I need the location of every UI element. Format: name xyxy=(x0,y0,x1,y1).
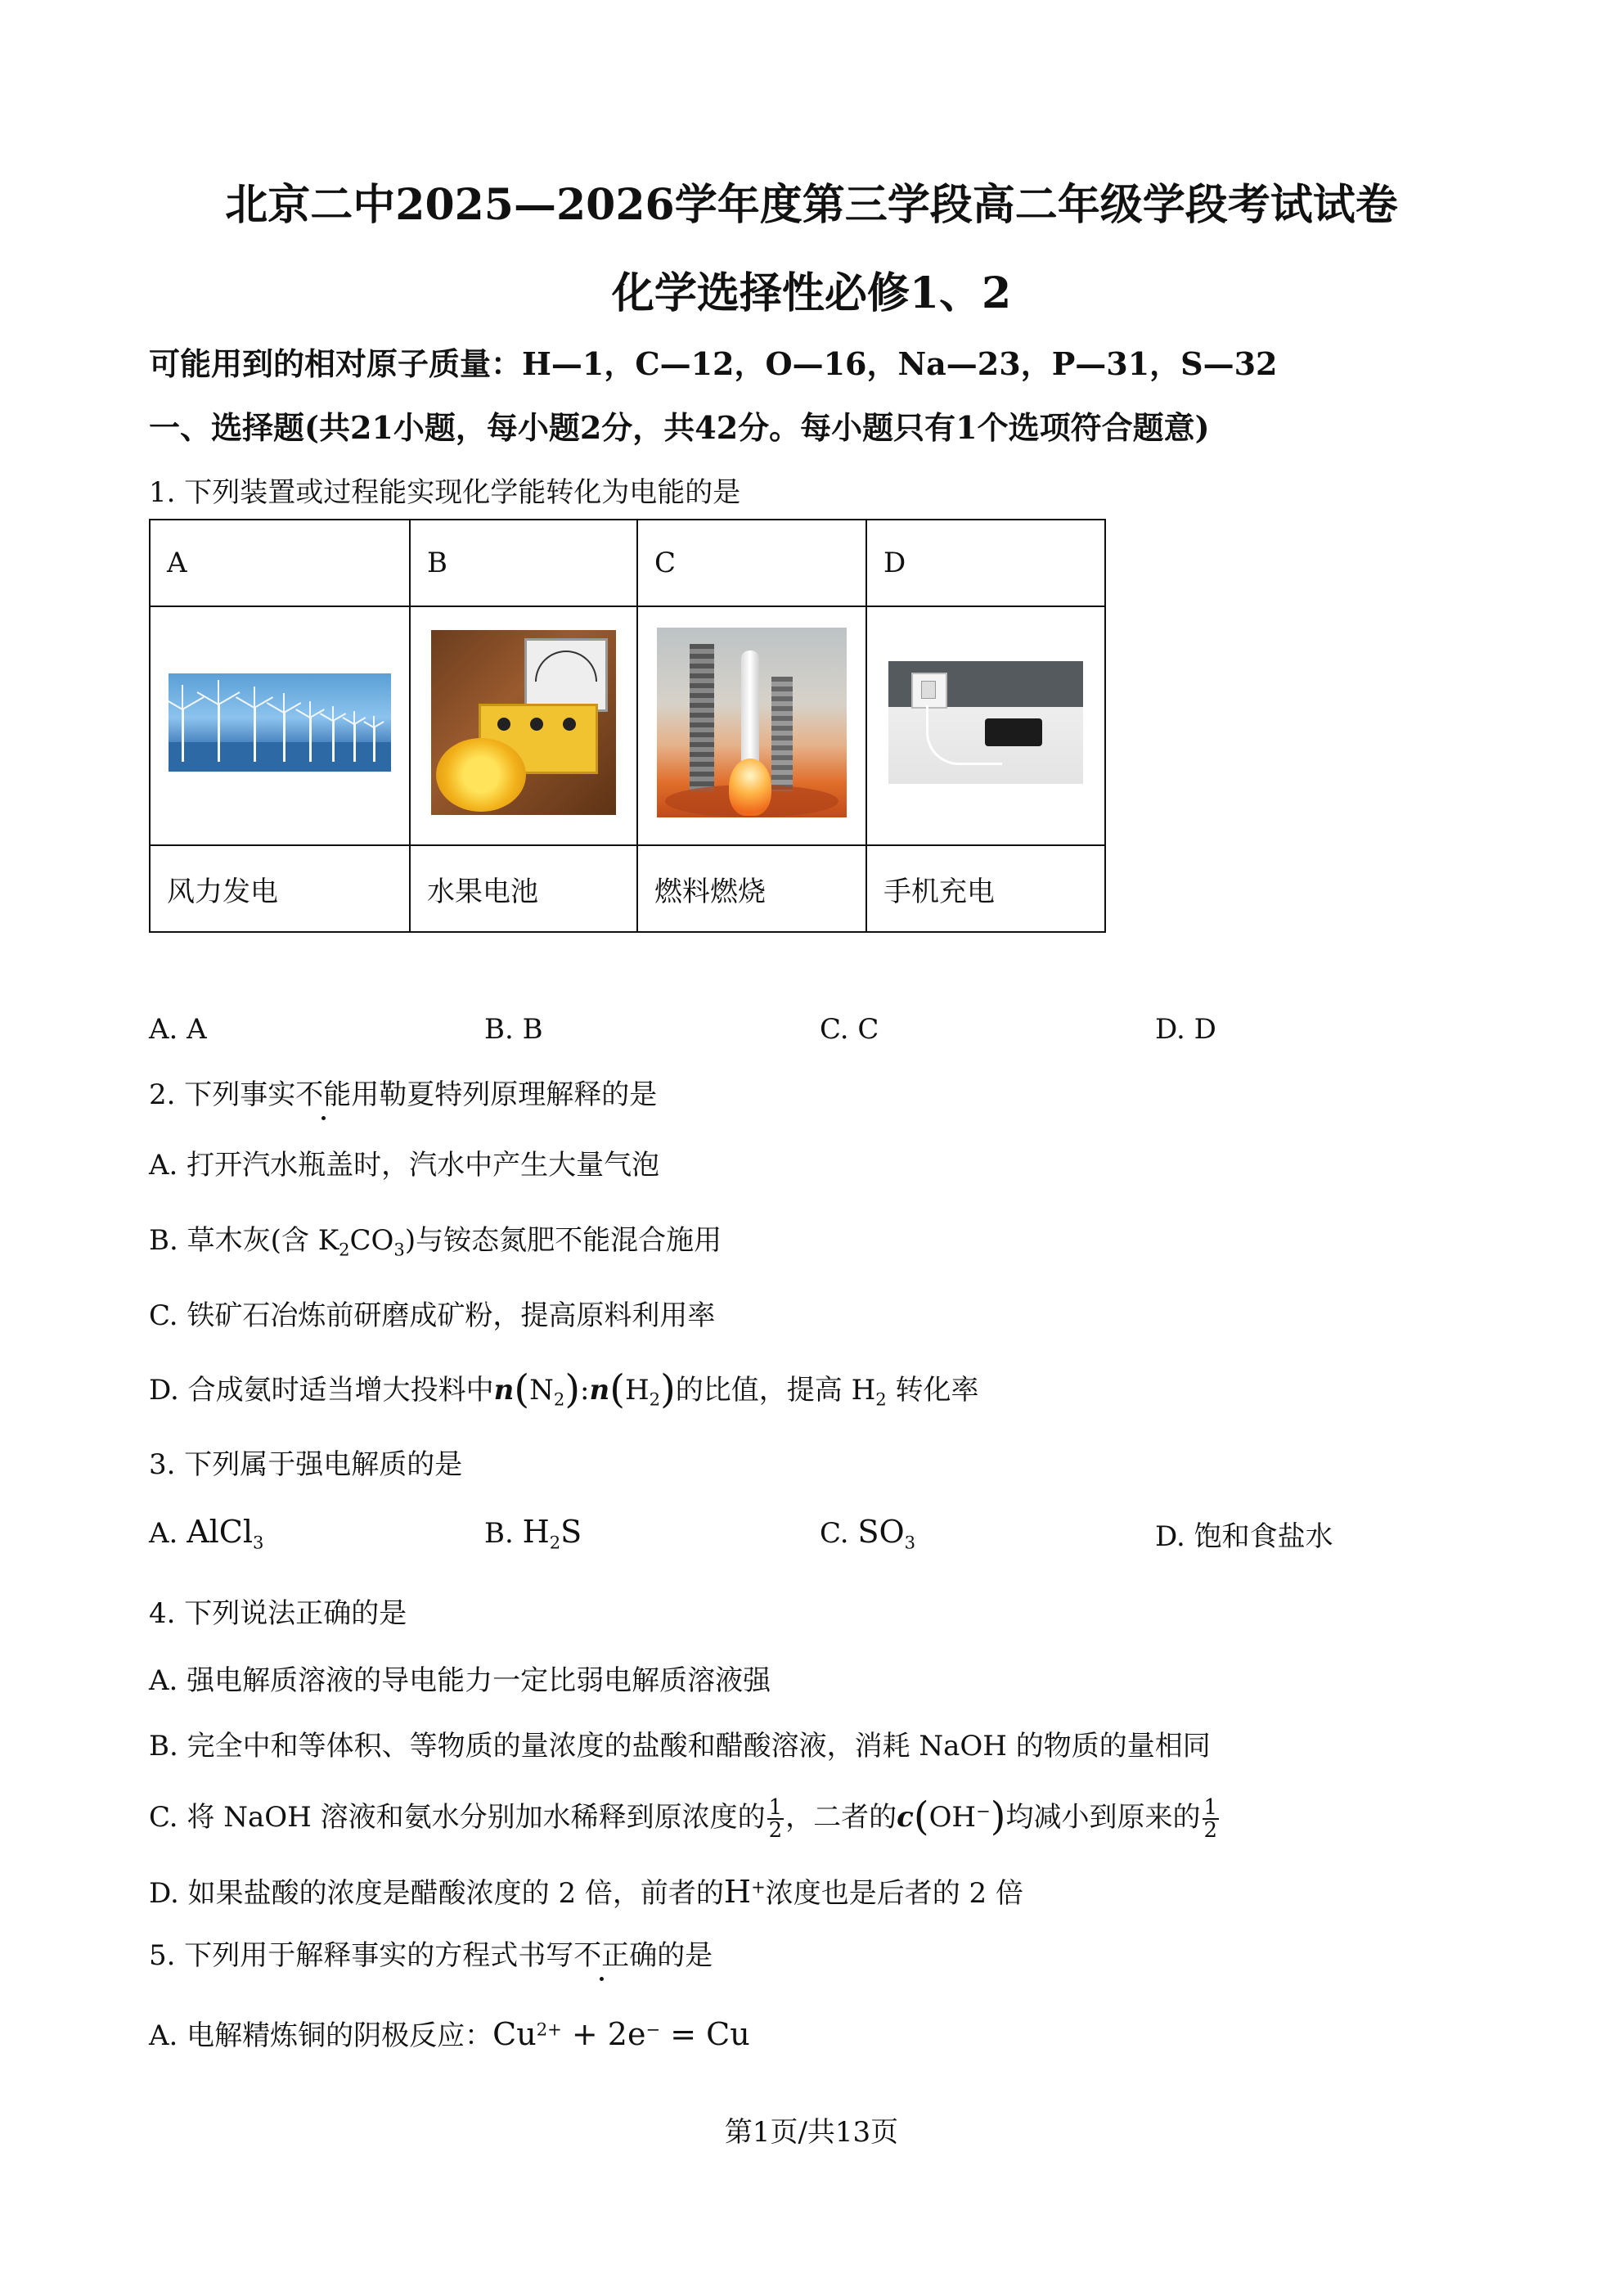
q1-image-cell-d xyxy=(866,606,1105,845)
q2-option-c: C. 铁矿石冶炼前研磨成矿粉，提高原料利用率 xyxy=(149,1299,716,1332)
q5-option-a: A. 电解精炼铜的阴极反应：$Cu^{2+} + 2e^- = Cu$ xyxy=(149,2016,750,2052)
wind-turbines-image xyxy=(169,673,391,772)
q1-image-cell-c xyxy=(637,606,866,845)
q1-header-c: C xyxy=(637,520,866,606)
q3-option-d: D. 饱和食盐水 xyxy=(1155,1520,1333,1553)
q1-caption-b: 水果电池 xyxy=(410,845,637,932)
q1-option-b: B. B xyxy=(484,1013,543,1046)
q1-caption-a: 风力发电 xyxy=(150,845,410,932)
q1-option-d: D. D xyxy=(1155,1013,1216,1046)
q1-header-a: A xyxy=(150,520,410,606)
q1-stem: 1. 下列装置或过程能实现化学能转化为电能的是 xyxy=(149,476,741,509)
q2-option-a: A. 打开汽水瓶盖时，汽水中产生大量气泡 xyxy=(149,1149,660,1182)
q3-option-a: A. AlCl$_3$ xyxy=(149,1514,264,1553)
atomic-masses: 可能用到的相对原子质量：H—1，C—12，O—16，Na—23，P—31，S—32 xyxy=(149,345,1278,382)
q1-image-cell-a xyxy=(150,606,410,845)
q4-option-d: D. 如果盐酸的浓度是醋酸浓度的 2 倍，前者的H+浓度也是后者的 2 倍 xyxy=(149,1874,1023,1910)
q3-option-c: C. $SO_3$ xyxy=(820,1514,916,1553)
page-number: 第1页/共13页 xyxy=(724,2116,899,2149)
q2-option-b: B. 草木灰(含 $K_2CO_3$)与铵态氮肥不能混合施用 xyxy=(149,1224,722,1260)
q1-table xyxy=(149,519,1106,933)
q1-image-cell-b xyxy=(410,606,637,845)
q3-stem: 3. 下列属于强电解质的是 xyxy=(149,1448,463,1481)
q3-option-b: B. $H_2S$ xyxy=(484,1514,582,1553)
q1-caption-c: 燃料燃烧 xyxy=(637,845,866,932)
q2-emphasis: 不能 xyxy=(295,1078,351,1111)
q1-header-b: B xyxy=(410,520,637,606)
q1-caption-d: 手机充电 xyxy=(866,845,1105,932)
section-heading: 一、选择题(共21小题，每小题2分，共42分。每小题只有1个选项符合题意) xyxy=(149,409,1210,446)
q5-stem: 5. 下列用于解释事实的方程式书写不正确的是 xyxy=(149,1933,713,1973)
fraction-half-2: $\frac{1}{2}$ xyxy=(1203,1795,1218,1843)
fraction-half: $\frac{1}{2}$ xyxy=(768,1795,783,1843)
q1-option-c: C. C xyxy=(820,1013,879,1046)
q1-header-d: D xyxy=(866,520,1105,606)
rocket-launch-image xyxy=(657,628,847,817)
q4-stem: 4. 下列说法正确的是 xyxy=(149,1597,407,1630)
fruit-battery-image xyxy=(431,630,616,815)
exam-title: 北京二中2025—2026学年度第三学段高二年级学段考试试卷 xyxy=(225,180,1398,230)
q1-option-a: A. A xyxy=(149,1013,207,1046)
q5-emphasis: 不正 xyxy=(573,1933,629,1973)
q4-option-a: A. 强电解质溶液的导电能力一定比弱电解质溶液强 xyxy=(149,1664,771,1697)
q4-option-b: B. 完全中和等体积、等物质的量浓度的盐酸和醋酸溶液，消耗 NaOH 的物质的量相同 xyxy=(149,1730,1211,1763)
exam-subtitle: 化学选择性必修1、2 xyxy=(611,268,1012,318)
q2-stem: 2. 下列事实不能用勒夏特列原理解释的是 xyxy=(149,1072,657,1112)
q2-option-d: D. 合成氨时适当增大投料中$n(N_2):n(H_2)$的比值，提高 $H_2$ 转化率 xyxy=(149,1366,979,1412)
q4-option-c: C. 将 NaOH 溶液和氨水分别加水稀释到原浓度的 $\frac{1}{2}$ ，二者的c(OH−)均减小到原来的 $\frac{1}{2}$ xyxy=(149,1794,1218,1843)
phone-charging-image xyxy=(888,661,1083,784)
